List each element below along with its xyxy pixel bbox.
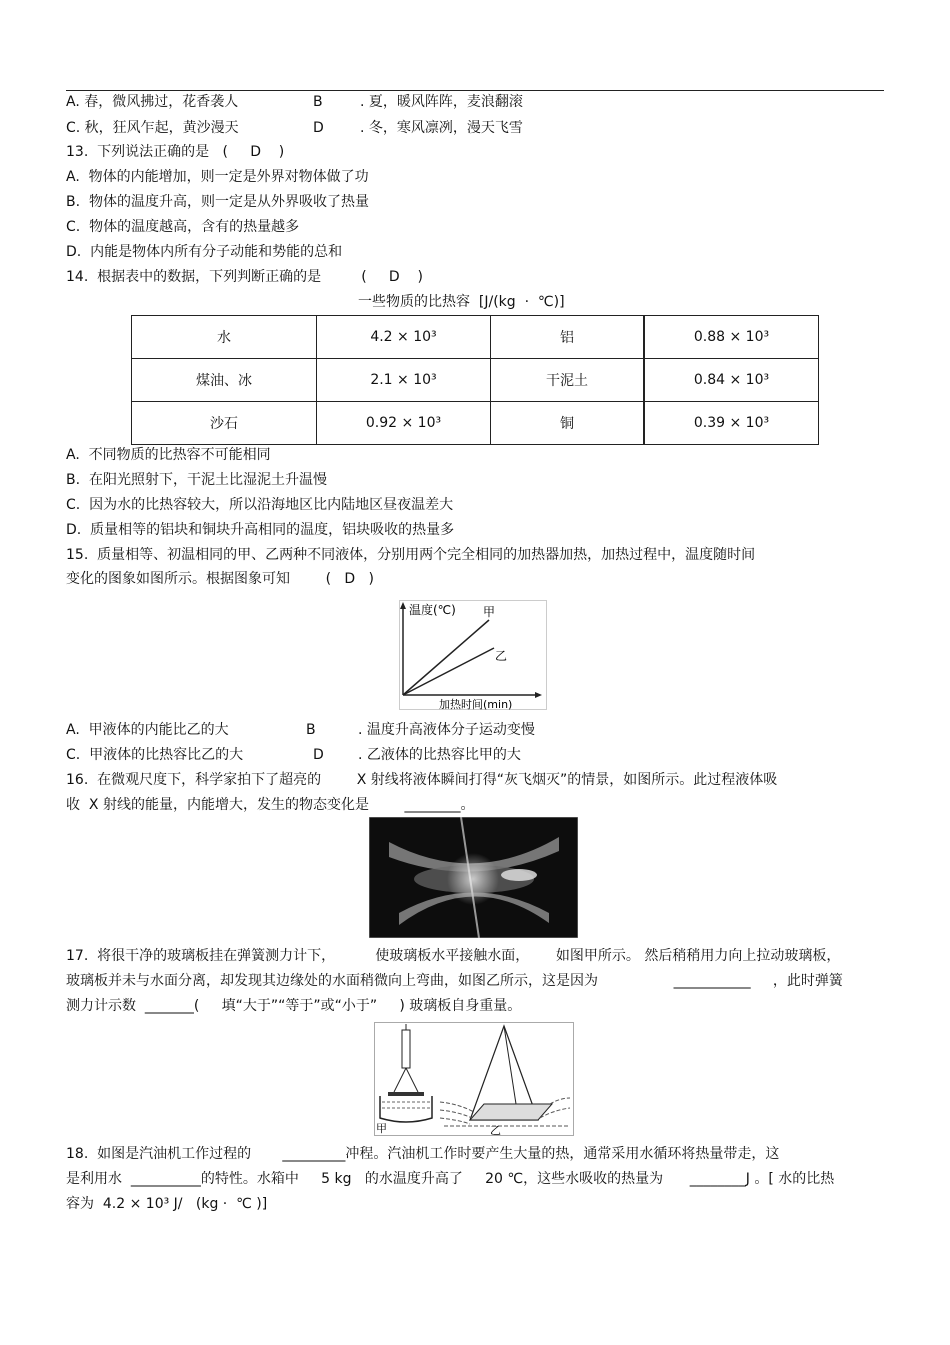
question-16-line2: 收 X 射线的能量，内能增大，发生的物态变化是 ________。 <box>66 797 475 813</box>
x-axis-label: 加热时间(min) <box>439 698 513 710</box>
question-15-line1: 15. 质量相等、初温相同的甲、乙两种不同液体，分别用两个完全相同的加热器加热，加热过程中，温度随时间 <box>66 547 756 563</box>
option-d-letter-q12: D <box>313 120 324 136</box>
table-cell: 铝 <box>491 316 645 359</box>
question-17-line2: 玻璃板并未与水面分离，却发现其边缘处的水面稍微向上弯曲，如图乙所示，这是因为 ___________ ，此时弹簧 <box>66 973 843 989</box>
question-16-line1: 16. 在微观尺度下，科学家拍下了超亮的 X 射线将液体瞬间打得“灰飞烟灭”的情景，如图所示。此过程液体吸 <box>66 772 778 788</box>
header-rule <box>66 90 884 91</box>
question-18-line1: 18. 如图是汽油机工作过程的 _________冲程。汽油机工作时要产生大量的热，通常采用水循环将热量带走，这 <box>66 1146 780 1162</box>
q15-option-b-letter: B <box>306 722 316 738</box>
table-cell: 2.1 × 10³ <box>317 359 491 402</box>
glass-plate-a <box>388 1092 424 1096</box>
q13-option-a: A. 物体的内能增加，则一定是外界对物体做了功 <box>66 169 369 185</box>
q13-option-c: C. 物体的温度越高，含有的热量越多 <box>66 219 300 235</box>
q15-option-d: . 乙液体的比热容比甲的大 <box>358 747 521 763</box>
table-row <box>132 402 819 445</box>
table-cell: 沙石 <box>132 402 317 445</box>
option-c-q12: C. 秋，狂风乍起，黄沙漫天 <box>66 120 239 136</box>
question-17-line3: 测力计示数 _______( 填“大于”“等于”或“小于” ) 玻璃板自身重量。 <box>66 998 522 1014</box>
option-b-q12: . 夏，暖风阵阵，麦浪翻滚 <box>360 94 523 110</box>
table-title: 一些物质的比热容 [J/(kg · ℃)] <box>358 294 565 310</box>
table-cell: 0.88 × 10³ <box>644 316 819 359</box>
table-row <box>132 316 819 359</box>
q14-option-a: A. 不同物质的比热容不可能相同 <box>66 447 271 463</box>
option-d-q12: . 冬，寒风凛冽，漫天飞雪 <box>360 120 523 136</box>
question-17-line1: 17. 将很干净的玻璃板挂在弹簧测力计下， 使玻璃板水平接触水面， 如图甲所示。 然后稍稍用力向上拉动玻璃板， <box>66 948 841 964</box>
q15-option-a: A. 甲液体的内能比乙的大 <box>66 722 229 738</box>
table-cell: 0.92 × 10³ <box>317 402 491 445</box>
table-cell: 4.2 × 10³ <box>317 316 491 359</box>
xray-liquid-photo <box>369 817 578 938</box>
table-row <box>132 359 819 402</box>
specific-heat-table <box>131 315 819 445</box>
glass-plate-b <box>470 1104 552 1120</box>
table-cell: 铜 <box>491 402 645 445</box>
series-label-yi: 乙 <box>495 649 508 663</box>
question-13: 13. 下列说法正确的是 ( D ) <box>66 144 285 160</box>
question-14: 14. 根据表中的数据，下列判断正确的是 ( D ) <box>66 269 423 285</box>
question-18-line2: 是利用水 __________的特性。水箱中 5 kg 的水温度升高了 20 ℃，这些水吸收的热量为 ________J 。[ 水的比热 <box>66 1171 835 1187</box>
glass-plate-figure <box>374 1022 574 1136</box>
series-label-jia: 甲 <box>483 605 496 619</box>
table-cell: 0.39 × 10³ <box>644 402 819 445</box>
figure-label-b: 乙 <box>490 1124 501 1136</box>
option-a-q12: A. 春，微风拂过，花香袭人 <box>66 94 239 110</box>
q14-option-d: D. 质量相等的铝块和铜块升高相同的温度，铝块吸收的热量多 <box>66 522 455 538</box>
option-b-letter-q12: B <box>313 94 323 110</box>
question-18-line3: 容为 4.2 × 10³ J/ (kg · ℃ )] <box>66 1196 268 1212</box>
temperature-time-graph <box>399 600 547 710</box>
q13-option-d: D. 内能是物体内所有分子动能和势能的总和 <box>66 244 343 260</box>
q15-option-c: C. 甲液体的比热容比乙的大 <box>66 747 244 763</box>
table-cell: 水 <box>132 316 317 359</box>
table-cell: 0.84 × 10³ <box>644 359 819 402</box>
q13-option-b: B. 物体的温度升高，则一定是从外界吸收了热量 <box>66 194 369 210</box>
q14-option-b: B. 在阳光照射下，干泥土比湿泥土升温慢 <box>66 472 327 488</box>
q14-option-c: C. 因为水的比热容较大，所以沿海地区比内陆地区昼夜温差大 <box>66 497 454 513</box>
q15-option-b: . 温度升高液体分子运动变慢 <box>358 722 535 738</box>
table-cell: 煤油、冰 <box>132 359 317 402</box>
question-15-line2: 变化的图象如图所示。根据图象可知 ( D ) <box>66 571 375 587</box>
y-axis-label: 温度(℃) <box>409 603 456 617</box>
q15-option-d-letter: D <box>313 747 324 763</box>
figure-label-a: 甲 <box>376 1122 387 1135</box>
table-cell: 干泥土 <box>491 359 645 402</box>
